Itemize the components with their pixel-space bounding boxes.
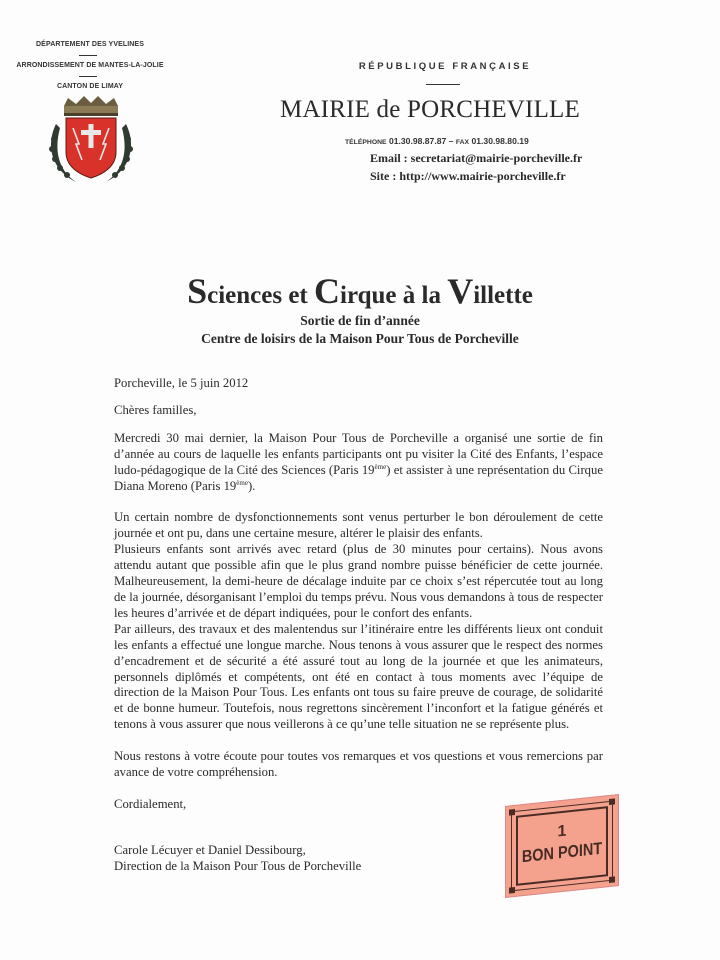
separator: – bbox=[446, 136, 456, 146]
subtitle-outing: Sortie de fin d’année bbox=[300, 313, 420, 328]
phone-number: 01.30.98.87.87 bbox=[388, 136, 447, 146]
divider bbox=[426, 84, 460, 85]
phone-label: TÉLÉPHONE bbox=[345, 139, 387, 146]
title-part: irque à la bbox=[340, 282, 448, 309]
letter-salutation: Chères familles, bbox=[114, 402, 197, 417]
email-line: Email : secretariat@mairie-porcheville.fr bbox=[370, 151, 583, 165]
signatory-title: Direction de la Maison Pour Tous de Porcheville bbox=[114, 858, 362, 873]
crown-icon bbox=[64, 96, 118, 116]
paragraph-text: ) et assister à une représentation du Cirque Diana Moreno (Paris 19 bbox=[114, 462, 603, 493]
republic-label: RÉPUBLIQUE FRANÇAISE bbox=[358, 61, 532, 72]
paragraph-5: Nous restons à votre écoute pour toutes vos remarques et vos questions et vous remercions par avance de votre compréhension. bbox=[114, 749, 603, 780]
bon-point-sticker bbox=[505, 794, 619, 898]
sticker-number: 1 bbox=[557, 822, 567, 841]
fax-label: FAX bbox=[455, 139, 470, 146]
frame-corner bbox=[509, 887, 515, 894]
arrondissement-label: ARRONDISSEMENT DE MANTES-LA-JOLIE bbox=[16, 62, 164, 69]
title-part: illette bbox=[473, 282, 533, 309]
sticker-label: BON POINT bbox=[521, 838, 603, 867]
title-part: ciences et bbox=[207, 282, 315, 309]
website-line: Site : http://www.mairie-porcheville.fr bbox=[370, 169, 566, 183]
frame-corner bbox=[509, 809, 515, 816]
divider bbox=[79, 55, 97, 56]
phone-fax-line bbox=[345, 136, 529, 146]
paragraph-4: Par ailleurs, des travaux et des malentendus sur l’itinéraire entre les différents lieux ont conduit les enfants a effectué une longue marche. Nous tenons à vous assurer que le respect des normes d’encadrement et de sécurité a été assuré tout au long de la journée et que les animateurs, personnels diplômés et compétents, ont été en contact à tous moments avec l’équipe de direction de la Maison Pour Tous. Les enfants ont tous su faire preuve de courage, de solidarité et de bonne humeur. Toutefois, nous regrettons sincèrement l’inconfort et la fatigue générés et tenons à vous assurer que nous veillerons à ce qu’une telle situation ne se représente plus. bbox=[114, 621, 603, 732]
letter-body bbox=[114, 376, 603, 875]
title-initial: V bbox=[447, 271, 474, 311]
letter-date: Porcheville, le 5 juin 2012 bbox=[114, 376, 249, 390]
canton-label: CANTON DE LIMAY bbox=[56, 83, 124, 90]
paragraph-2: Un certain nombre de dysfonctionnements sont venus perturber le bon déroulement de cette journée et ont pu, dans une certaine mesure, altérer le plaisir des enfants. bbox=[114, 510, 603, 541]
title-initial: C bbox=[314, 271, 341, 311]
divider bbox=[79, 76, 97, 77]
paragraph-3: Plusieurs enfants sont arrivés avec retard (plus de 30 minutes pour certains). Nous avons attendu autant que possible afin que le plus grand nombre puisse bénéficier de cette journée. Malheureusement, la demi-heure de décalage induite par ce choix s’est répercutée tout au long de la journée, désorganisant l’emploi du temps prévu. Nous vous demandons à tous de respecter les heures d’arrivée et de départ indiquées, pour le confort des enfants. bbox=[114, 542, 603, 620]
frame-corner bbox=[609, 876, 615, 883]
fax-number: 01.30.98.80.19 bbox=[471, 136, 529, 146]
superscript: ème bbox=[236, 478, 248, 487]
signatories: Carole Lécuyer et Daniel Dessibourg, bbox=[114, 842, 306, 857]
mairie-title: MAIRIE de PORCHEVILLE bbox=[279, 96, 580, 123]
frame-corner bbox=[609, 798, 615, 805]
document-title bbox=[0, 270, 720, 312]
superscript: ème bbox=[374, 462, 387, 471]
paragraph-1 bbox=[114, 431, 603, 495]
paragraph-text: Mercredi 30 mai dernier, la Maison Pour Tous de Porcheville a organisé une sortie de fin d’année au cours de laquelle les enfants participants ont pu visiter la Cité des Enfants, l’espace ludo-pédagogique de la Cité des Sciences (Paris 19 bbox=[114, 430, 603, 477]
title-initial: S bbox=[187, 271, 208, 311]
letter-closing: Cordialement, bbox=[114, 796, 187, 811]
department-label: DÉPARTEMENT DES YVELINES bbox=[36, 41, 144, 48]
coat-of-arms-icon bbox=[46, 94, 136, 186]
subtitle-centre: Centre de loisirs de la Maison Pour Tous de Porcheville bbox=[201, 331, 519, 346]
paragraph-text: ). bbox=[247, 478, 256, 493]
